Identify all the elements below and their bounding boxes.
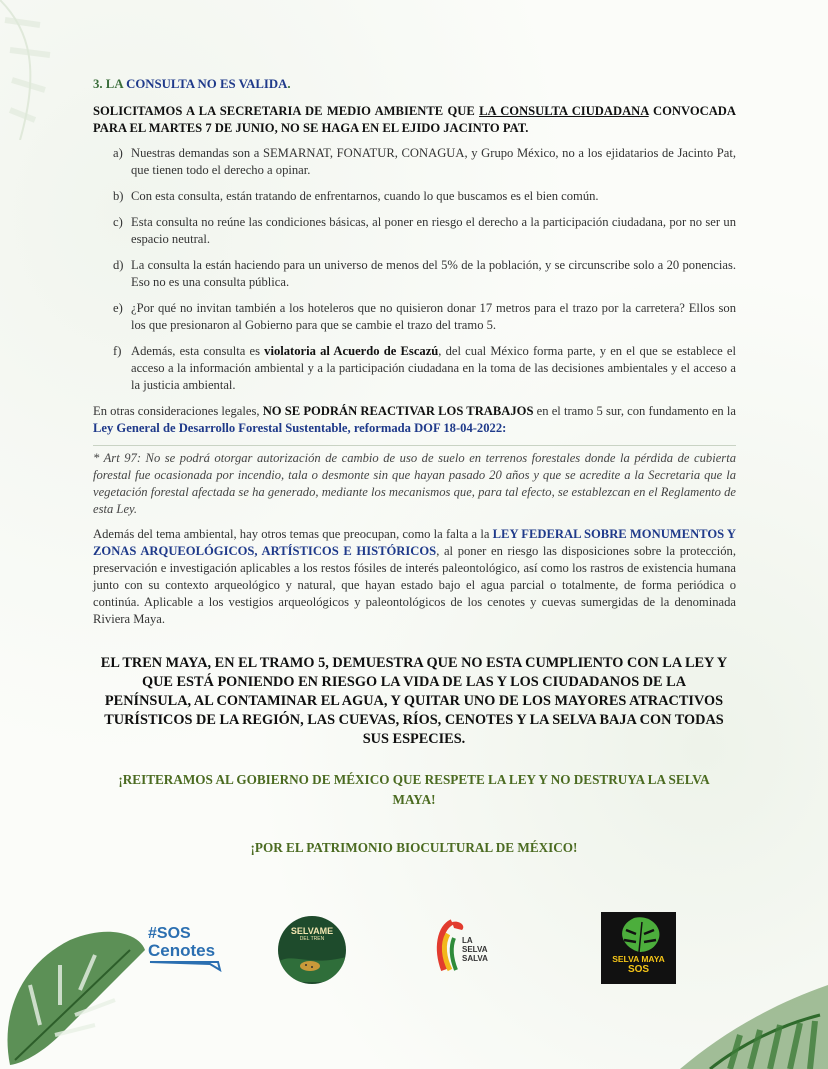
list-item [93,257,736,291]
legal-text-start: En otras consideraciones legales, [93,404,263,418]
section-number: 3. LA [93,77,127,91]
fern-leaf-right-decoration [660,955,828,1069]
sos-cenotes-logo [148,926,223,974]
list-item [93,188,736,205]
list-marker: a) [113,146,123,160]
request-paragraph [93,103,736,137]
list-marker: e) [113,301,123,315]
forest-law-reference: Ley General de Desarrollo Forestal Sustentable, reformada DOF 18-04-2022: [93,421,507,435]
patrimony-motto: ¡POR EL PATRIMONIO BIOCULTURAL DE MÉXICO! [250,840,578,855]
selva-maya-line2: SOS [627,964,650,975]
request-text-start: SOLICITAMOS A LA SECRETARIA DE MEDIO AMBIENTE QUE [93,104,480,118]
monuments-law-reference: LEY FEDERAL SOBRE MONUMENTOS Y ZONAS ARQUEOLÓGICOS, ARTÍSTICOS E HISTÓRICOS [93,527,736,558]
list-item-text: ¿Por qué no invitan también a los hoteleros que no quisieron donar 17 metros para el trazo por la carretera? Ellos son los que presionaron al Gobierno para que se cambie el trazo del tramo 5. [131,301,736,332]
list-marker: d) [113,258,124,272]
list-item-text: Esta consulta no reúne las condiciones básicas, al poner en riesgo el derecho a la participación ciudadana, por no ser un espacio neutral. [131,215,736,246]
legal-paragraph [93,403,736,437]
list-marker: b) [113,189,124,203]
monuments-text-end: , al poner en riesgo las disposiciones sobre la protección, preservación e investigación aplicables a los restos fósiles de interés paleontológico, así como los rastros de existencia humana junto con su contexto arqueológico y natural, que hayan estado bajo el agua parcial o totalmente, de forma periódica o continúa. Aplicable a los vestigios arqueológicos y paleontológicos de los cenotes y cuevas sumergidas de la denominada Riviera Maya. [93,544,736,626]
list-item [93,214,736,248]
selva-salva-line3: SALVA [462,954,488,963]
list-item [93,300,736,334]
monstera-leaf-icon [614,916,664,954]
legal-text-mid: en el tramo 5 sur, con fundamento en la [533,404,736,418]
section-period: . [287,77,291,91]
list-item [93,145,736,179]
list-item [93,343,736,394]
request-text-end: CONVOCADA PARA EL MARTES 7 DE JUNIO, NO SE HAGA EN EL EJIDO JACINTO PAT. [93,104,736,135]
letter-body [93,76,736,636]
article-97-quote: * Art 97: No se podrá otorgar autorización de cambio de uso de suelo en terrenos forestales donde la pérdida de cubierta forestal fue ocasionada por incendio, tala o desmonte sin que hayan pasado 20 años y que se acredite a la Secretaria que la vegetación forestal afectada se ha generado, mediante los mecanismos que, para tal efecto, se establezcan en el Reglamento de esta Ley. [93,445,736,518]
list-item-text: Con esta consulta, están tratando de enfrentarnos, cuando lo que buscamos es el bien común. [131,189,599,203]
selvame-line1: SELVAME [290,926,334,936]
monuments-paragraph [93,526,736,628]
sos-cenotes-line1: #SOS [148,925,191,942]
speech-bubble-icon [148,960,223,972]
escazu-agreement-text: violatoria al Acuerdo de Escazú [264,344,439,358]
reasons-list [93,145,736,394]
selvame-del-tren-logo [278,916,346,984]
list-item-text-end: , del cual México forma parte, y en el que se establece el acceso a la información ambiental y a la participación ciudadana en la toma de las decisiones ambientales y el acceso a la justicia ambiental. [131,344,736,392]
jaguar-jungle-icon [278,942,346,982]
list-item-text: La consulta la están haciendo para un universo de menos del 5% de la población, y se circunscribe solo a 20 ponencias. Eso no es una consulta pública. [131,258,736,289]
selva-maya-sos-logo [601,912,676,984]
tren-maya-statement: EL TREN MAYA, EN EL TRAMO 5, DEMUESTRA QUE NO ESTA CUMPLIENTO CON LA LEY Y QUE ESTÁ PONIENDO EN RIESGO LA VIDA DE LAS Y LOS CIUDADANOS DE LA PENÍNSULA, AL CONTAMINAR EL AGUA, Y QUITAR UNO DE LOS MAYORES ATRACTIVOS TURÍSTICOS DE LA REGIÓN, LAS CUEVAS, RÍOS, CENOTES Y LA SELVA BAJA CON TODAS SUS ESPECIES. [100,655,728,747]
selva-salva-line1: LA [462,936,473,945]
list-item-text: Nuestras demandas son a SEMARNAT, FONATUR, CONAGUA, y Grupo México, no a los ejidatarios de Jacinto Pat, que tienen todo el derecho a opinar. [131,146,736,177]
section-title [93,76,736,93]
request-underlined-text: LA CONSULTA CIUDADANA [479,104,649,118]
la-selva-salva-logo [434,918,506,978]
selva-maya-line1: SELVA MAYA [612,954,665,964]
list-item-text: Además, esta consulta es [131,344,265,358]
selva-salva-line2: SELVA [462,945,488,954]
palm-leaf-top-left-decoration [0,0,90,140]
sos-cenotes-line2: Cenotes [148,941,216,960]
list-marker: f) [113,344,122,358]
legal-bold-text: NO SE PODRÁN REACTIVAR LOS TRABAJOS [262,404,534,418]
selvame-line2: DEL TREN [299,936,325,942]
section-heading: CONSULTA NO ES VALIDA [126,77,288,91]
list-marker: c) [113,215,123,229]
monuments-text-start: Además del tema ambiental, hay otros temas que preocupan, como la falta a la [93,527,493,541]
monstera-leaf-left-decoration [0,905,150,1069]
government-call: ¡REITERAMOS AL GOBIERNO DE MÉXICO QUE RESPETE LA LEY Y NO DESTRUYA LA SELVA MAYA! [118,772,710,807]
